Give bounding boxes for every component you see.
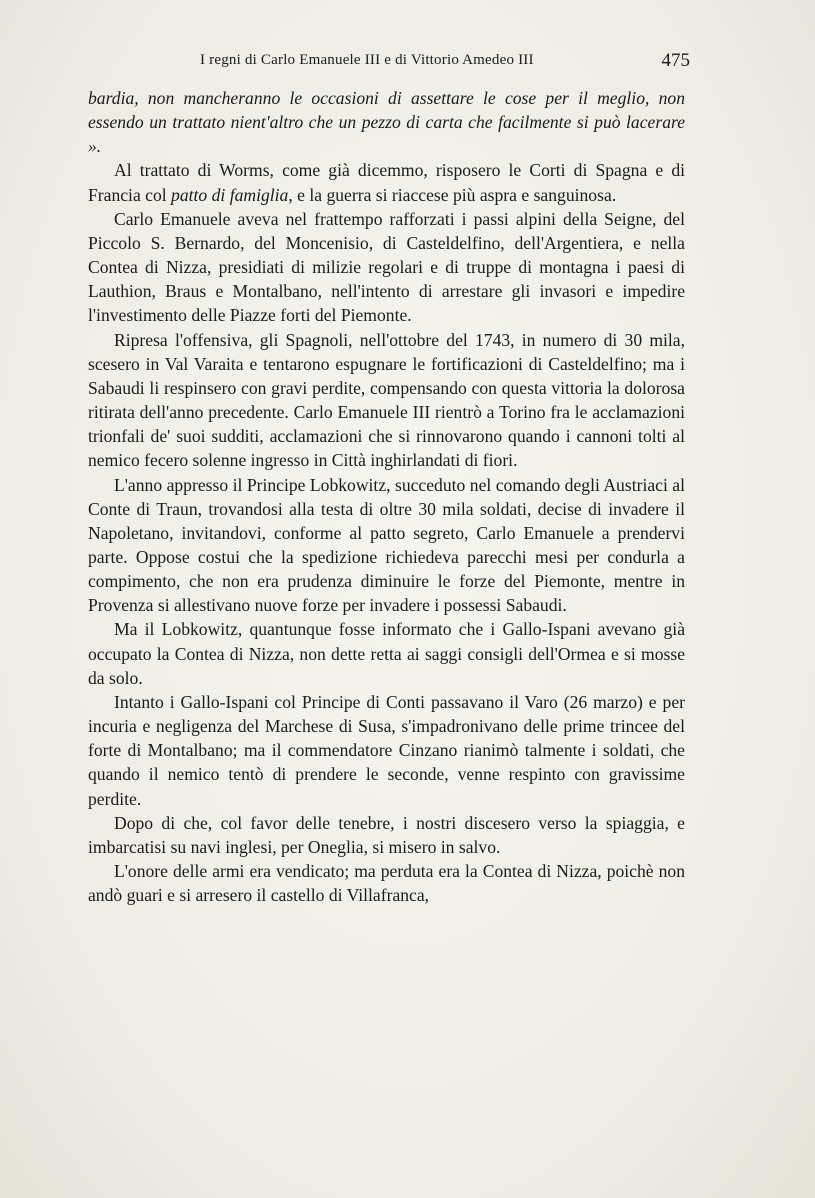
emphasis-text: patto di famiglia	[171, 184, 289, 205]
paragraph	[88, 158, 685, 206]
running-title: I regni di Carlo Emanuele III e di Vittorio Amedeo III	[200, 52, 534, 68]
page-number: 475	[661, 50, 690, 71]
paragraph-text: , e la guerra si riaccese più aspra e sanguinosa.	[288, 184, 617, 205]
paragraph-continuation: bardia, non mancheranno le occasioni di assettare le cose per il meglio, non essendo un trattato nient'altro che un pezzo di carta che facilmente si può lacerare ».	[88, 88, 685, 157]
body-text	[88, 86, 685, 907]
paragraph-text: Al trattato di Worms, come già dicemmo, risposero le Corti di Spagna e di Francia col	[88, 160, 685, 205]
paragraph: Ripresa l'offensiva, gli Spagnoli, nell'ottobre del 1743, in numero di 30 mila, scesero in Val Varaita e tentarono espugnare le fortificazioni di Casteldelfino; ma i Sabaudi li respinsero con gravi perdite, compensando con questa vittoria la dolorosa ritirata dell'anno precedente. Carlo Emanuele III rientrò a Torino fra le acclamazioni trionfali de' suoi sudditi, acclamazioni che si rinnovarono quando i cannoni tolti al nemico fecero solenne ingresso in Città inghirlandati di fiori.	[88, 329, 685, 471]
paragraph: Intanto i Gallo-Ispani col Principe di Conti passavano il Varo (26 marzo) e per incuria e negligenza del Marchese di Susa, s'impadronivano delle prime trincee del forte di Montalbano; ma il commendatore Cinzano rianimò talmente i soldati, che quando il nemico tentò di prendere le seconde, venne respinto con gravissime perdite.	[88, 691, 685, 809]
paragraph: L'onore delle armi era vendicato; ma perduta era la Contea di Nizza, poichè non andò guari e si arresero il castello di Villafranca,	[88, 861, 685, 906]
paragraph: Carlo Emanuele aveva nel frattempo rafforzati i passi alpini della Seigne, del Piccolo S. Bernardo, del Moncenisio, di Casteldelfino, dell'Argentiera, e nella Contea di Nizza, presidiati di milizie regolari e di truppe di montagna i paesi di Lauthion, Braus e Montalbano, nell'intento di arrestare gli invasori e impedire l'investimento delle Piazze forti del Piemonte.	[88, 208, 685, 326]
paragraph: L'anno appresso il Principe Lobkowitz, succeduto nel comando degli Austriaci al Conte di Traun, trovandosi alla testa di oltre 30 mila soldati, decise di invadere il Napoletano, invitandovi, conforme al patto segreto, Carlo Emanuele a prendervi parte. Oppose costui che la spedizione richiedeva parecchi mesi per condurla a compimento, che non era prudenza diminuire le forze del Piemonte, mentre in Provenza si allestivano nuove forze per invadere i possessi Sabaudi.	[88, 474, 685, 616]
paragraph: Ma il Lobkowitz, quantunque fosse informato che i Gallo-Ispani avevano già occupato la Contea di Nizza, non dette retta ai saggi consigli dell'Ormea e si mosse da solo.	[88, 619, 685, 688]
page-header	[88, 52, 688, 72]
paragraph: Dopo di che, col favor delle tenebre, i nostri discesero verso la spiaggia, e imbarcatisi su navi inglesi, per Oneglia, si misero in salvo.	[88, 812, 685, 857]
